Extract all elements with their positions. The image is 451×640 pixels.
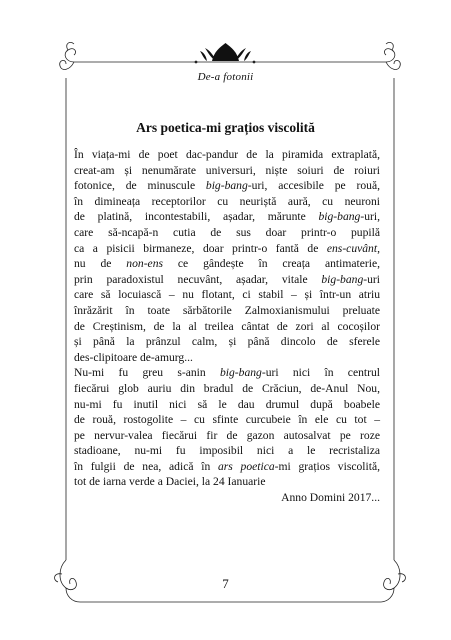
poem-italic-term: big-bang xyxy=(321,272,364,286)
poem-text: fiecărui glob auriu din bradul de Crăciun, de-Anul Nou, xyxy=(74,381,380,395)
poem-signature: Anno Domini 2017... xyxy=(281,491,380,505)
poem-text: , xyxy=(377,241,380,255)
poem-text: de Creștinism, de la al treilea cântat de zori al cocoșilor xyxy=(74,319,380,333)
poem-text: -uri, xyxy=(360,210,380,224)
poem-text: în fulgii de nea, adică în xyxy=(74,459,218,473)
poem-text: -uri, accesibile pe rouă, xyxy=(247,179,380,193)
poem-text: creat-am și nenumărate universuri, niște soiuri de roiuri xyxy=(74,163,380,177)
poem-text: care să-ncapă-n cutia de sus doar printr-o pupilă xyxy=(74,225,380,239)
poem-line xyxy=(74,178,380,194)
poem-text: -uri nici în centrul xyxy=(261,366,380,380)
poem-text: de rouă, rostogolite – cu sfinte curcubeie în ele cu tot – xyxy=(74,413,380,427)
poem-text: -mi grațios viscolită, xyxy=(274,459,380,473)
poem-title: Ars poetica-mi grațios viscolită xyxy=(136,120,315,135)
poem-text: de platină, incontestabili, așadar, mărunte xyxy=(74,210,319,224)
poem-line xyxy=(74,209,380,225)
poem-line xyxy=(74,272,380,288)
poem-line xyxy=(74,350,380,366)
poem-text: nu de xyxy=(74,257,127,271)
poem-line xyxy=(74,443,380,459)
poem-text: și până la prânzul calm, și până dincolo de sferele xyxy=(74,335,380,349)
poem-italic-term: non-ens xyxy=(126,257,164,271)
poem-line xyxy=(74,287,380,303)
poem-text: ce gândește în creața antimaterie, xyxy=(163,257,380,271)
poem-line xyxy=(74,163,380,179)
poem-text: fotonice, de minuscule xyxy=(74,179,206,193)
poem-text: des-clipitoare de-amurg... xyxy=(74,350,193,364)
poem-text: înrăzărit în toate sărbătorile Zalmoxianismului preluate xyxy=(74,303,380,317)
poem-body xyxy=(74,147,380,506)
poem-text: În viața-mi de poet dac-pandur de la piramida extraplată, xyxy=(74,148,380,161)
poem-line xyxy=(74,397,380,413)
poem-text: prin paradoxistul necuvânt, așadar, vitale xyxy=(74,272,322,286)
poem-italic-term: ars poetica xyxy=(217,459,275,473)
page-number: 7 xyxy=(222,576,229,591)
poem-line xyxy=(74,194,380,210)
poem-italic-term: ens-cuvânt xyxy=(326,241,378,255)
poem-line xyxy=(74,381,380,397)
poem-line xyxy=(74,256,380,272)
poem-text: -uri xyxy=(363,272,380,286)
poem-line xyxy=(74,147,380,163)
poem-line xyxy=(74,428,380,444)
poem-text: ca a pisicii birmaneze, doar printr-o fantă de xyxy=(74,241,327,255)
poem-line xyxy=(74,225,380,241)
running-header-title: De-a fotonii xyxy=(197,71,254,83)
poem-line xyxy=(74,474,380,490)
poem-text: care să locuiască – nu flotant, ci stabil – și într-un atriu xyxy=(74,288,380,302)
poem-text: pe nervur-valea fiecărui fir de gazon autosalvat pe roze xyxy=(74,428,380,442)
poem-text: tot de iarna verde a Daciei, la 24 Ianuarie xyxy=(74,475,266,489)
poem-line xyxy=(74,241,380,257)
poem-line xyxy=(74,459,380,475)
poem-line xyxy=(74,365,380,381)
poem-italic-term: big-bang xyxy=(219,366,262,380)
poem-italic-term: big-bang xyxy=(318,210,361,224)
poem-text: în dimineața receptorilor cu neuriștă aură, cu neuroni xyxy=(74,194,380,208)
poem-line xyxy=(74,303,380,319)
poem-text: nu-mi fu inutil nici să le dau drumul după boabele xyxy=(74,397,380,411)
poem-text: Nu-mi fu greu s-anin xyxy=(74,366,220,380)
poem-line xyxy=(74,412,380,428)
poem-line xyxy=(74,319,380,335)
poem-line xyxy=(74,334,380,350)
poem-text: stadioane, nu-mi fu imposibil nici a le recristaliza xyxy=(74,444,380,458)
poem-italic-term: big-bang xyxy=(205,179,248,193)
